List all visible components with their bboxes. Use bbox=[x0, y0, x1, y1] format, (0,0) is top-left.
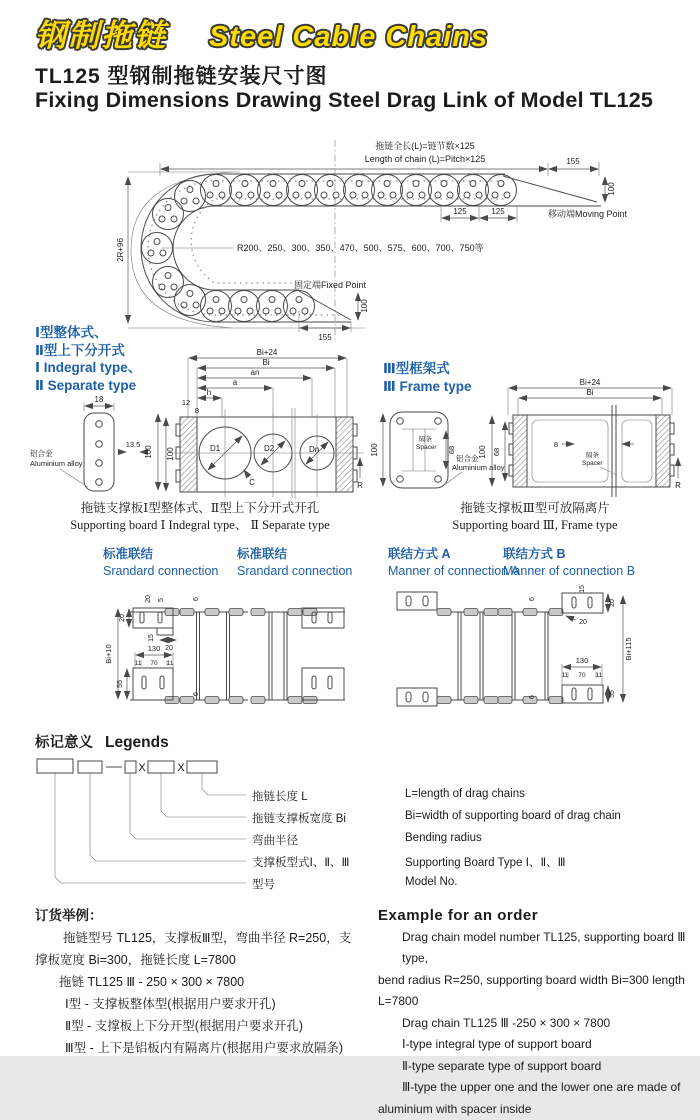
dim-u1-11a: 11 bbox=[135, 660, 142, 667]
board12-caption-en: Supporting board Ⅰ Indegral type、 Ⅱ Separate type bbox=[55, 517, 345, 534]
dim-h: h bbox=[207, 388, 211, 397]
brand-logo bbox=[35, 10, 488, 55]
manner-b-en: Manner of connection B bbox=[503, 563, 635, 580]
dim-u1-6b: 6 bbox=[193, 692, 200, 696]
legend-box-length bbox=[187, 761, 217, 773]
dim-bi24: Bi+24 bbox=[257, 348, 278, 357]
spacer-label-en: Spacer bbox=[416, 444, 437, 451]
connection-label-b bbox=[503, 546, 635, 580]
dim-100-plate: 100 bbox=[144, 445, 153, 459]
manner-a-cn: 联结方式 A bbox=[388, 546, 519, 563]
order-cn-line: 拖链 TL125 Ⅲ - 250 × 300 × 7800 bbox=[35, 971, 373, 993]
dim-u4-70: 70 bbox=[578, 672, 586, 679]
dim-u4-15: 15 bbox=[579, 585, 586, 593]
dim-12: 12 bbox=[182, 398, 190, 407]
dim-u4-11a: 11 bbox=[562, 672, 569, 679]
order-en-line: Drag chain TL125 Ⅲ -250 × 300 × 7800 bbox=[378, 1013, 696, 1035]
legend-model-en: Model No. bbox=[405, 876, 457, 888]
board3-caption-cn: 拖链支撑板Ⅲ型可放隔离片 bbox=[415, 500, 655, 517]
radius-values-label: R200、250、300、350、470、500、575、600、700、750等 bbox=[237, 242, 484, 253]
chain-link bbox=[315, 175, 346, 206]
legend-model-cn: 型号 bbox=[252, 876, 275, 892]
order-en-line: Ⅱ-type separate type of support board bbox=[378, 1056, 696, 1078]
type-label-en-3: Ⅲ Frame type bbox=[383, 378, 472, 396]
board12-caption bbox=[55, 500, 345, 533]
legend-row-length bbox=[0, 788, 700, 804]
connection-label-std2 bbox=[237, 546, 352, 580]
chain-link bbox=[230, 175, 261, 206]
legends-heading-cn: 标记意义 bbox=[35, 735, 93, 751]
label-c: C bbox=[249, 478, 255, 487]
chain-link bbox=[344, 175, 375, 206]
order-cn-title: 订货举例： bbox=[35, 905, 373, 927]
spacer-frame-cn: 隔条 bbox=[586, 450, 600, 459]
std1-cn: 标准联结 bbox=[103, 546, 218, 563]
spacer-frame-en: Spacer bbox=[582, 460, 603, 467]
order-example-cn bbox=[35, 905, 373, 1059]
dim-u1-20b: 20 bbox=[119, 614, 126, 622]
moving-point-label: 移动端Moving Point bbox=[548, 208, 628, 219]
dim-13-5: 13.5 bbox=[126, 440, 141, 449]
dim-u1-20a: 20 bbox=[145, 595, 152, 603]
connection-label-a bbox=[388, 546, 519, 580]
type-label-cn-2: Ⅱ型上下分开式 bbox=[35, 342, 141, 360]
dim-u4-6t: 6 bbox=[529, 597, 536, 601]
dim-u1-5: 5 bbox=[158, 598, 165, 602]
order-en-title: Example for an order bbox=[378, 905, 696, 927]
chain-length-formula-en: Length of chain (L)=Pitch×125 bbox=[365, 154, 486, 164]
chain-overview-drawing bbox=[0, 135, 700, 350]
legends-heading bbox=[35, 731, 169, 752]
order-cn-line: Ⅰ型 - 支撑板整体型(根据用户要求开孔) bbox=[35, 993, 373, 1015]
dim-18: 18 bbox=[95, 395, 104, 404]
std2-en: Srandard connection bbox=[237, 563, 352, 580]
legend-connector-3 bbox=[130, 773, 246, 839]
manner-a-en: Manner of connection A bbox=[388, 563, 519, 580]
chain-length-formula-cn: 拖链全长(L)=链节数×125 bbox=[375, 140, 475, 151]
order-en-line: Ⅲ-type the upper one and the lower one are made of bbox=[378, 1077, 696, 1099]
dim-125-b: 125 bbox=[491, 207, 505, 216]
dim-2r96: 2R+96 bbox=[116, 238, 125, 262]
legend-row-radius bbox=[0, 832, 700, 848]
chain-link bbox=[486, 175, 517, 206]
connection-label-std1 bbox=[103, 546, 218, 580]
dim-155-top: 155 bbox=[566, 157, 580, 166]
order-cn-line: Ⅲ型 - 上下是铝板内有隔离片(根据用户要求放隔条) bbox=[35, 1037, 373, 1059]
chain-link bbox=[257, 291, 288, 322]
dim-100-top: 100 bbox=[607, 182, 616, 196]
legend-x-2: X bbox=[177, 762, 185, 774]
dim-u4-20a: 20 bbox=[609, 599, 616, 607]
dim-u1-11b: 11 bbox=[167, 660, 174, 667]
connection-unit-b bbox=[498, 585, 633, 703]
label-d1: D1 bbox=[210, 444, 221, 453]
order-en-line: bend radius R=250, supporting board width Bi=300 length L=7800 bbox=[378, 970, 696, 1013]
alloy-label-en: Aluminium alloy bbox=[30, 459, 83, 468]
dim-u4-6b: 6 bbox=[529, 695, 536, 699]
board3-main-drawing bbox=[478, 378, 681, 497]
legends-heading-en: Legends bbox=[105, 734, 169, 751]
dim-100-board: 100 bbox=[166, 447, 175, 461]
chain-link bbox=[458, 175, 489, 206]
page-title-en: Fixing Dimensions Drawing Steel Drag Link of Model TL125 bbox=[35, 88, 653, 113]
alloy3-label-en: Aluminium alloy bbox=[452, 463, 505, 472]
dim-bi: Bi bbox=[262, 358, 269, 367]
chain-link bbox=[153, 267, 184, 298]
dim-u4-20b: 20 bbox=[579, 619, 587, 626]
connection-drawings bbox=[0, 585, 700, 725]
legend-row-width bbox=[0, 810, 700, 826]
dim-u1-bi10: Bi+10 bbox=[104, 644, 113, 663]
spacer-label-cn: 隔条 bbox=[419, 434, 433, 443]
type-label-en-2: Ⅱ Separate type bbox=[35, 377, 141, 395]
order-cn-line: 拖链型号 TL125，支撑板Ⅲ型，弯曲半径 R=250，支 bbox=[35, 927, 373, 949]
label-r: R bbox=[357, 481, 363, 490]
order-cn-line: Ⅱ型 - 支撑板上下分开型(根据用户要求开孔) bbox=[35, 1015, 373, 1037]
dim-u4-130: 130 bbox=[576, 656, 589, 665]
chain-link bbox=[372, 175, 403, 206]
legend-box-radius bbox=[125, 761, 136, 773]
dim-u1-130: 130 bbox=[148, 644, 161, 653]
board12-caption-cn: 拖链支撑板Ⅰ型整体式、Ⅱ型上下分开式开孔 bbox=[55, 500, 345, 517]
dim-bi-frame: Bi bbox=[586, 388, 593, 397]
brand-logo-cn: 钢制拖链 bbox=[35, 18, 167, 53]
order-cn-line: 撑板宽度 Bi=300，拖链长度 L=7800 bbox=[35, 949, 373, 971]
board3-caption-en: Supporting board Ⅲ, Frame type bbox=[415, 517, 655, 534]
legend-row-boardtype bbox=[0, 854, 700, 870]
chain-link bbox=[201, 291, 232, 322]
connection-unit-std1 bbox=[104, 595, 248, 703]
legend-radius-cn: 弯曲半径 bbox=[252, 832, 298, 848]
order-en-line: aluminium with spacer inside bbox=[378, 1099, 696, 1120]
legend-row-model bbox=[0, 876, 700, 892]
dim-100-frame: 100 bbox=[478, 445, 487, 459]
board12-main-drawing bbox=[166, 348, 364, 499]
connection-unit-std2 bbox=[251, 608, 345, 704]
chain-link bbox=[287, 175, 318, 206]
label-d2: D2 bbox=[264, 444, 275, 453]
dim-100-hplate: 100 bbox=[370, 443, 379, 457]
legend-box-width bbox=[148, 761, 174, 773]
legend-radius-en: Bending radius bbox=[405, 832, 482, 844]
legend-boardtype-cn: 支撑板型式Ⅰ、Ⅱ、Ⅲ bbox=[252, 854, 349, 870]
dim-8-frame: 8 bbox=[554, 440, 558, 449]
type-label-cn-1: Ⅰ型整体式、 bbox=[35, 324, 141, 342]
chain-link bbox=[429, 175, 460, 206]
order-example-en bbox=[378, 905, 696, 1120]
dim-an: an bbox=[251, 368, 260, 377]
dim-100-bottom: 100 bbox=[360, 299, 369, 313]
order-en-line: Drag chain model number TL125, supporting board Ⅲ type, bbox=[378, 927, 696, 970]
end-plate-outline bbox=[84, 413, 114, 491]
fixed-point-label: 固定端Fixed Point bbox=[294, 279, 367, 290]
board3-caption bbox=[415, 500, 655, 533]
board12-end-plate bbox=[30, 395, 158, 491]
legend-box-type bbox=[78, 761, 102, 773]
moving-end-wedge bbox=[503, 176, 601, 206]
legend-box-model bbox=[37, 759, 73, 773]
legend-width-cn: 拖链支撑板宽度 Bi bbox=[252, 810, 346, 826]
brand-logo-en: Steel Cable Chains bbox=[209, 21, 488, 53]
type-label-cn-3: Ⅲ型框架式 bbox=[383, 360, 472, 378]
dim-u1-70: 70 bbox=[150, 660, 158, 667]
legend-length-cn: 拖链长度 L bbox=[252, 788, 308, 804]
std1-en: Srandard connection bbox=[103, 563, 218, 580]
chain-link bbox=[229, 291, 260, 322]
type-label-en-1: Ⅰ Indegral type、 bbox=[35, 359, 141, 377]
order-en-line: Ⅰ-type integral type of support board bbox=[378, 1034, 696, 1056]
fixed-end-wedge bbox=[299, 291, 351, 322]
std2-cn: 标准联结 bbox=[237, 546, 352, 563]
dim-68-hplate: 68 bbox=[447, 446, 456, 454]
dim-u1-20c: 20 bbox=[165, 645, 173, 652]
chain-link bbox=[175, 181, 206, 212]
dim-155-bottom: 155 bbox=[318, 333, 332, 342]
chain-link bbox=[258, 175, 289, 206]
alloy3-label-cn: 铝合金 bbox=[456, 453, 479, 463]
dim-68-frame: 68 bbox=[492, 448, 501, 456]
manner-b-cn: 联结方式 B bbox=[503, 546, 635, 563]
legend-length-en: L=length of drag chains bbox=[405, 788, 525, 800]
dim-125-a: 125 bbox=[453, 207, 467, 216]
chain-link bbox=[153, 199, 184, 230]
connection-unit-a bbox=[397, 592, 498, 706]
alloy-label-cn: 铝合金 bbox=[30, 448, 53, 458]
dim-u1-55: 55 bbox=[117, 680, 124, 688]
legend-boardtype-en: Supporting Board Type Ⅰ、Ⅱ、Ⅲ bbox=[405, 854, 566, 870]
page-title-cn: TL125 型钢制拖链安装尺寸图 bbox=[35, 60, 328, 90]
chain-link bbox=[401, 175, 432, 206]
dim-u1-15: 15 bbox=[148, 634, 155, 642]
label-r-frame: R bbox=[675, 481, 681, 490]
dim-8a: 8 bbox=[195, 406, 199, 415]
dim-a: a bbox=[233, 378, 238, 387]
legend-width-en: Bi=width of supporting board of drag chain bbox=[405, 810, 621, 822]
dim-u1-6t: 6 bbox=[193, 597, 200, 601]
label-dn: Dn bbox=[309, 445, 319, 454]
legend-x-1: X bbox=[138, 762, 146, 774]
dim-u4-11b: 11 bbox=[596, 672, 603, 679]
dim-bi24-frame: Bi+24 bbox=[580, 378, 601, 387]
dim-u4-55: 55 bbox=[609, 690, 616, 698]
dim-u4-bi115: Bi+115 bbox=[624, 637, 633, 660]
